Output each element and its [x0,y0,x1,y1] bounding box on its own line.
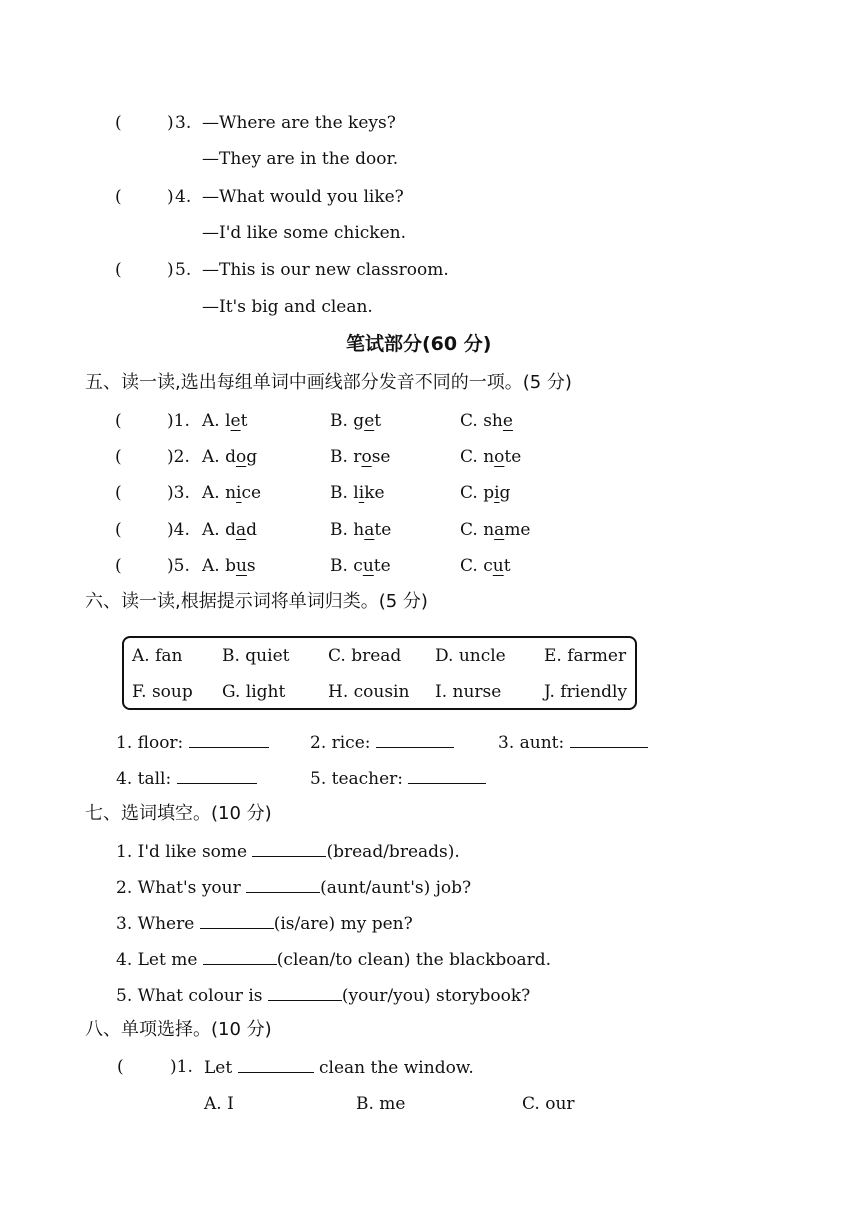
question-text: —This is our new classroom. [202,260,449,280]
answer-paren-open: ( [117,1057,124,1077]
classify-prompt-1: 1. floor: [116,731,269,754]
item-number-with-paren: )5. [167,556,190,576]
fill-item-3: 3. Where (is/are) my pen? [116,914,413,934]
choice-question-text: Let clean the window. [204,1058,474,1078]
option-c: C. pig [460,483,511,503]
answer-text: —They are in the door. [202,149,399,169]
answer-blank[interactable] [408,767,486,784]
fill-item-2: 2. What's your (aunt/aunt's) job? [116,878,472,898]
option-c: C. note [460,447,522,467]
answer-paren-open: ( [115,483,122,503]
option-c: C. she [460,411,513,431]
classify-prompt-5: 5. teacher: [310,767,486,790]
word-bank-item: J. friendly [544,682,628,702]
section8-title: 八、单项选择。(10 分) [85,1019,272,1040]
item-number-with-paren: )3. [167,483,190,503]
answer-paren-open: ( [115,113,122,133]
word-bank-item: E. farmer [544,646,627,666]
option-a: A. nice [202,483,262,503]
option-a: A. bus [202,556,256,576]
option-b: B. cute [330,556,391,576]
answer-blank[interactable] [570,731,648,748]
item-number-with-paren: )2. [167,447,190,467]
option-a: A. dog [202,447,258,467]
classify-prompt-2: 2. rice: [310,731,454,754]
answer-text: —I'd like some chicken. [202,223,406,243]
choice-option-c: C. our [522,1094,575,1114]
option-b: B. hate [330,520,392,540]
section5-title: 五、读一读,选出每组单词中画线部分发音不同的一项。(5 分) [85,372,572,393]
answer-blank[interactable] [246,876,320,893]
fill-item-5: 5. What colour is (your/you) storybook? [116,986,531,1006]
written-part-title: 笔试部分(60 分) [346,333,492,355]
item-number-with-paren: )4. [167,520,190,540]
question-text: —Where are the keys? [202,113,396,133]
section7-title: 七、选词填空。(10 分) [85,803,272,824]
answer-paren-open: ( [115,556,122,576]
section6-title: 六、读一读,根据提示词将单词归类。(5 分) [85,591,428,612]
answer-paren-close: ) [167,187,174,207]
word-bank-item: F. soup [132,682,193,702]
answer-blank[interactable] [189,731,269,748]
word-bank-item: G. light [222,682,286,702]
option-c: C. name [460,520,531,540]
answer-paren-close: ) [167,113,174,133]
answer-paren-close: ) [167,260,174,280]
word-bank-item: C. bread [328,646,402,666]
classify-prompt-4: 4. tall: [116,767,257,790]
word-bank-item: I. nurse [435,682,502,702]
answer-paren-open: ( [115,260,122,280]
choice-option-b: B. me [356,1094,406,1114]
answer-text: —It's big and clean. [202,297,373,317]
item-number-with-paren: )1. [170,1057,193,1077]
answer-blank[interactable] [268,984,342,1001]
answer-blank[interactable] [376,731,454,748]
answer-paren-open: ( [115,187,122,207]
word-bank-item: A. fan [132,646,183,666]
option-a: A. dad [202,520,257,540]
answer-blank[interactable] [200,912,274,929]
fill-item-1: 1. I'd like some (bread/breads). [116,842,460,862]
answer-blank[interactable] [252,840,326,857]
item-number: 3. [175,113,192,133]
answer-blank[interactable] [177,767,257,784]
word-bank-item: B. quiet [222,646,290,666]
classify-prompt-3: 3. aunt: [498,731,648,754]
item-number: 5. [175,260,192,280]
word-bank-item: H. cousin [328,682,410,702]
question-text: —What would you like? [202,187,404,207]
option-c: C. cut [460,556,511,576]
answer-paren-open: ( [115,520,122,540]
answer-paren-open: ( [115,447,122,467]
word-bank-box [122,636,637,710]
fill-item-4: 4. Let me (clean/to clean) the blackboard. [116,950,552,970]
answer-paren-open: ( [115,411,122,431]
option-b: B. get [330,411,382,431]
word-bank-item: D. uncle [435,646,506,666]
option-b: B. rose [330,447,391,467]
answer-blank[interactable] [203,948,277,965]
answer-blank[interactable] [238,1056,314,1073]
item-number-with-paren: )1. [167,411,190,431]
option-a: A. let [202,411,248,431]
option-b: B. like [330,483,385,503]
choice-option-a: A. I [204,1094,234,1114]
item-number: 4. [175,187,192,207]
